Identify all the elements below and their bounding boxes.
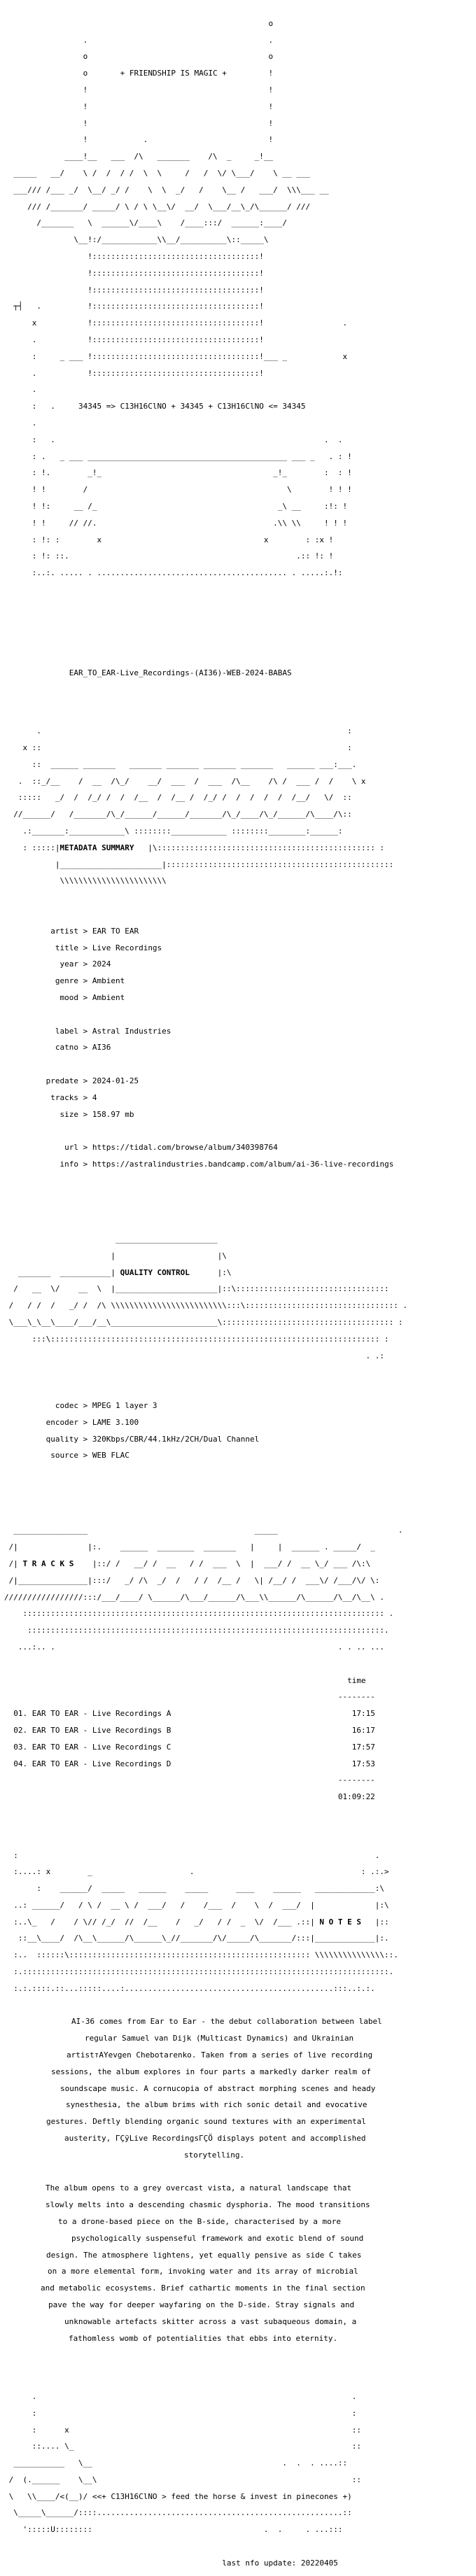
meta-row: label > Astral Industries <box>4 1026 172 1036</box>
ascii-art: ___________ \__ . . . ....:: <box>4 2458 348 2468</box>
metadata-section-title: METADATA SUMMARY <box>59 843 134 852</box>
ascii-art: ! ! // //. .\\ \\ ! ! ! <box>4 518 348 528</box>
ascii-art: ! ! <box>4 118 274 128</box>
track-row: 03. EAR TO EAR - Live Recordings C 17:57 <box>13 1742 375 1752</box>
meta-row: year > 2024 <box>4 959 111 969</box>
meta-row: mood > Ambient <box>4 992 125 1002</box>
track-row: 01. EAR TO EAR - Live Recordings A 17:15 <box>13 1709 375 1719</box>
meta-row: info > https://astralindustries.bandcamp.com/album/ai-36-live-recordings <box>4 1159 394 1169</box>
notes-line: regular Samuel van Dijk (Multicast Dynamics) and Ukrainian <box>85 2034 354 2043</box>
ascii-art: : ______/ _____ ______ _____ ____ ______ _____________:\ <box>4 1884 385 1894</box>
ascii-art: ::::: _/ / /_/ / / /__ / /__ / /_/ / / / / / /__/ \/ :: <box>4 793 352 803</box>
ascii-art: ┬┤ . !::::::::::::::::::::::::::::::::::::! <box>4 302 264 311</box>
notes-line: slowly melts into a descending chasmic dysphoria. The mood transitions <box>46 2200 370 2210</box>
ascii-art: :..:. ..... . ......................................... . .....:.!: <box>4 568 343 578</box>
tracks-section-title: T R A C K S <box>22 1559 74 1569</box>
footer-update: last nfo update: 20220405 <box>222 2558 338 2568</box>
ascii-art: : . <box>4 1850 380 1860</box>
ascii-art: : !. _!_ _!_ : : ! <box>4 468 352 478</box>
ascii-art: ____!__ ___ /\ _______ /\ _ _!__ <box>4 152 274 162</box>
ascii-art: ______________________ <box>4 1234 218 1244</box>
ascii-art: /| T R A C K S |::/ / __/ / __ / / ___ \ | ___/ / __ \_/ ___ /\:\ <box>4 1559 371 1569</box>
meta-row: artist > EAR TO EAR <box>4 926 139 936</box>
notes-line: storytelling. <box>184 2150 245 2160</box>
notes-line: gestures. Deftly blending organic sound textures with an experimental <box>46 2117 366 2127</box>
ascii-art: ________________ _____ . <box>4 1526 403 1535</box>
ascii-art: : !: ::. .:: !: ! <box>4 551 334 561</box>
quality-row: codec > MPEG 1 layer 3 <box>4 1400 158 1410</box>
ascii-art: ! ! / \ ! ! ! <box>4 485 352 495</box>
notes-line: on a more elemental form, invoking water and its array of microbial <box>48 2267 358 2276</box>
ascii-art: ! ! <box>4 101 274 111</box>
ascii-art: . .: <box>4 1351 385 1360</box>
tracks-total: 01:09:22 <box>337 1792 375 1802</box>
ascii-art: . !::::::::::::::::::::::::::::::::::::! <box>4 368 264 378</box>
ascii-art: ..: ______/ / \ / __ \ / ___/ / /___ / \ / ___/ | |:\ <box>4 1900 389 1910</box>
ascii-art: :..\_ / / \// /_/ // /__ / _/ / / _ \/ /___ .::| N O T E S |:: <box>4 1917 389 1927</box>
ascii-art: o <box>4 18 274 28</box>
ascii-art: //______/ /_______/\_/______/______/_______/\_/____/\_/______/\____/\:: <box>4 810 352 819</box>
ascii-art: : . . . <box>4 435 343 444</box>
notes-line: to a drone-based piece on the B-side, characterised by a more <box>58 2217 341 2227</box>
ascii-art: : : <box>4 2408 357 2418</box>
ascii-art: ::__\____/ /\__\______/\______\_//_______/\/_____/\_______/:::|_____________|:. <box>4 1934 389 1943</box>
meta-row: url > https://tidal.com/browse/album/340398764 <box>4 1143 278 1153</box>
ascii-art: -------- <box>4 1775 375 1785</box>
notes-line: sessions, the album explores in four parts a markedly darker realm of <box>51 2067 371 2076</box>
ascii-art: ! ! <box>4 85 274 94</box>
notes-line: pave the way for deeper wayfaring on the D-side. Stray signals and <box>48 2300 355 2310</box>
ascii-art: !::::::::::::::::::::::::::::::::::::! <box>4 268 264 278</box>
ascii-art: : _ ___ !::::::::::::::::::::::::::::::::::::!___ _ x <box>4 351 348 361</box>
notes-line: fathomless womb of potentialities that ebbs into eternity. <box>69 2333 338 2343</box>
ascii-art: . . <box>4 2391 357 2401</box>
notes-line: unknowable artefacts skitter across a vast subaqueous domain, a <box>64 2316 357 2326</box>
ascii-art: ...:.. . . . .. ... <box>4 1642 385 1652</box>
meta-row: title > Live Recordings <box>4 943 162 952</box>
notes-line: design. The atmosphere lightens, yet equally pensive as side C takes <box>46 2250 362 2260</box>
ascii-art: : !: : x x : :x ! <box>4 535 334 544</box>
ascii-art: o o <box>4 52 274 62</box>
notes-line: AI-36 comes from Ear to Ear - the debut collaboration between label <box>71 2017 382 2027</box>
quality-row: source > WEB FLAC <box>4 1451 130 1461</box>
quality-row: quality > 320Kbps/CBR/44.1kHz/2CH/Dual Channel <box>4 1434 260 1444</box>
meta-row: genre > Ambient <box>4 976 125 986</box>
ascii-art: o + FRIENDSHIP IS MAGIC + ! <box>4 69 274 78</box>
ascii-art: :.:::::::::::::::::::::::::::::::::::::::::::::::::::::::::::::::::::::::::::::::. <box>4 1967 394 1977</box>
ascii-art: ::.... \_ :: <box>4 2442 361 2451</box>
ascii-art: :::::::::::::::::::::::::::::::::::::::::::::::::::::::::::::::::::::::::::::: . <box>4 1609 394 1619</box>
ascii-art: ! !: __ /_ _\ __ :!: ! <box>4 501 348 511</box>
notes-line: soundscape music. A cornucopia of abstract morphing scenes and heady <box>60 2083 376 2093</box>
ascii-art: !::::::::::::::::::::::::::::::::::::! <box>4 251 264 261</box>
ascii-art: ___/// /___ _/ \__/ _/ / \ \ _/ / \__ / ___/ \\\___ __ <box>4 185 329 195</box>
ascii-art: :::\::::::::::::::::::::::::::::::::::::::::::::::::::::::::::::::::::::::: : <box>4 1334 389 1344</box>
meta-row: size > 158.97 mb <box>4 1109 134 1119</box>
ascii-art: . !::::::::::::::::::::::::::::::::::::! <box>4 335 264 344</box>
ascii-art: /| |:. ______ ________ _______ | | ______ . _____/ _ <box>4 1542 375 1552</box>
track-row: 02. EAR TO EAR - Live Recordings B 16:17 <box>13 1726 375 1736</box>
tracks-time-header: time <box>347 1675 366 1685</box>
ascii-art: / / / / _/ / /\ \\\\\\\\\\\\\\\\\\\\\\\\\:::\::::::::::::::::::::::::::::::::: . <box>4 1301 408 1311</box>
notes-line: and metabolic ecosystems. Brief cathartic moments in the final section <box>41 2283 365 2293</box>
ascii-art: / (.______ \__\ :: <box>4 2475 361 2484</box>
ascii-art: \_____\______/::::.....................................................:: <box>4 2508 352 2518</box>
ascii-art: ':::::U:::::::: . . . ...::: <box>4 2525 343 2535</box>
notes-line: The album opens to a grey overcast vista, a natural landscape that <box>46 2183 352 2193</box>
ascii-art: x !::::::::::::::::::::::::::::::::::::! . <box>4 318 348 328</box>
ascii-art: /////////////////:::/___/____/ \______/\___/______/\___\\______/\______/\__/\__\ . <box>4 1592 385 1602</box>
quality-section-title: QUALITY CONTROL <box>120 1267 190 1277</box>
ascii-art: \ \\____/<(__)/ <<+ C13H16ClNO > feed the horse & invest in pinecones +) <box>4 2491 352 2501</box>
ascii-art: : :::::|METADATA SUMMARY |\::::::::::::::::::::::::::::::::::::::::::::::: : <box>4 843 385 852</box>
ascii-art: -------- <box>4 1692 375 1702</box>
header-formula: 34345 => C13H16ClNO + 34345 + C13H16ClNO <= 34345 <box>78 402 306 411</box>
ascii-art: \__!:/____________\\__/__________\::_____\ <box>4 235 269 245</box>
notes-line: austerity, ΓÇÿLive RecordingsΓÇÖ displays potent and accomplished <box>64 2134 366 2144</box>
notes-line: artistтАYevgen Chebotarenko. Taken from a series of live recording <box>66 2050 373 2060</box>
ascii-art: /|_______________|:::/ _/ /\ _/ / / / /__ / \| /__/ / ___\/ /___/\/ \: <box>4 1575 380 1585</box>
ascii-art: :: ______ _______ _______ _______ _______ _______ ______ ___:___. <box>4 759 357 769</box>
quality-row: encoder > LAME 3.100 <box>4 1417 139 1427</box>
ascii-art: |______________________|::::::::::::::::::::::::::::::::::::::::::::::::: <box>4 859 394 869</box>
ascii-art: ! . ! <box>4 135 274 145</box>
ascii-art: :.:.::::.::...:::::....:.............................................:::..:.:. <box>4 1983 375 1993</box>
ascii-art: /// /_______/ _____/ \ / \ \__\/ __/ \___/__\_/\______/ /// <box>4 202 311 211</box>
header-title: + FRIENDSHIP IS MAGIC + <box>120 69 227 78</box>
ascii-art: :.. ::::::\:::::::::::::::::::::::::::::::::::::::::::::::::::: \\\\\\\\\\\\\\\::. <box>4 1950 398 1960</box>
ascii-art: :....: x _ . : .:.> <box>4 1867 389 1877</box>
release-name: EAR_TO_EAR-Live_Recordings-(AI36)-WEB-2024-BABAS <box>69 668 292 677</box>
ascii-art: \\\\\\\\\\\\\\\\\\\\\\\ <box>4 876 167 886</box>
ascii-art: /_______ \ ______\/____\ /____:::/ ______:____/ <box>4 218 287 228</box>
ascii-art: : x :: <box>4 2425 361 2435</box>
meta-row: tracks > 4 <box>4 1092 97 1102</box>
track-row: 04. EAR TO EAR - Live Recordings D 17:53 <box>13 1759 375 1768</box>
nfo-document <box>4 3 472 2576</box>
ascii-art: . : <box>4 726 352 736</box>
meta-row: catno > AI36 <box>4 1043 111 1053</box>
ascii-art: / __ \/ __ \ |______________________|::\::::::::::::::::::::::::::::::::: <box>4 1284 389 1294</box>
ascii-art: . ::_/__ / __ /\_/ __/ ___ / ___ /\__ /\ / ___ / / \ x <box>4 776 366 786</box>
ascii-art: \___\_\__\____/___/__\_______________________\::::::::::::::::::::::::::::::::::::: : <box>4 1317 403 1327</box>
meta-row: predate > 2024-01-25 <box>4 1076 139 1085</box>
ascii-art: !::::::::::::::::::::::::::::::::::::! <box>4 285 264 295</box>
ascii-art: . . <box>4 35 274 45</box>
ascii-art: :::::::::::::::::::::::::::::::::::::::::::::::::::::::::::::::::::::::::::::. <box>4 1626 389 1635</box>
ascii-art: : . _ ___ ___________________________________________ ___ _ . : ! <box>4 451 352 461</box>
ascii-art: : . 34345 => C13H16ClNO + 34345 + C13H16ClNO <= 34345 <box>4 402 306 411</box>
notes-line: synesthesia, the album brims with rich sonic detail and evocative <box>66 2100 368 2110</box>
ascii-art: .:_______:____________\ ::::::::____________ ::::::::________:______: <box>4 826 343 836</box>
ascii-art: _____ __/ \ / / / / \ \ / / \/ \___/ \ __ ___ <box>4 168 311 178</box>
footer-slogan: <<+ C13H16ClNO > feed the horse & invest in pinecones +) <box>92 2491 352 2501</box>
ascii-art: x :: : <box>4 742 352 752</box>
ascii-art: | |\ <box>4 1251 227 1260</box>
notes-line: psychologically suspenseful framework and exotic blend of sound <box>71 2233 364 2243</box>
notes-section-title: N O T E S <box>319 1917 361 1927</box>
ascii-art: _______ ___________| QUALITY CONTROL |:\ <box>4 1267 232 1277</box>
ascii-art: . <box>4 418 37 428</box>
ascii-art: . <box>4 385 37 395</box>
